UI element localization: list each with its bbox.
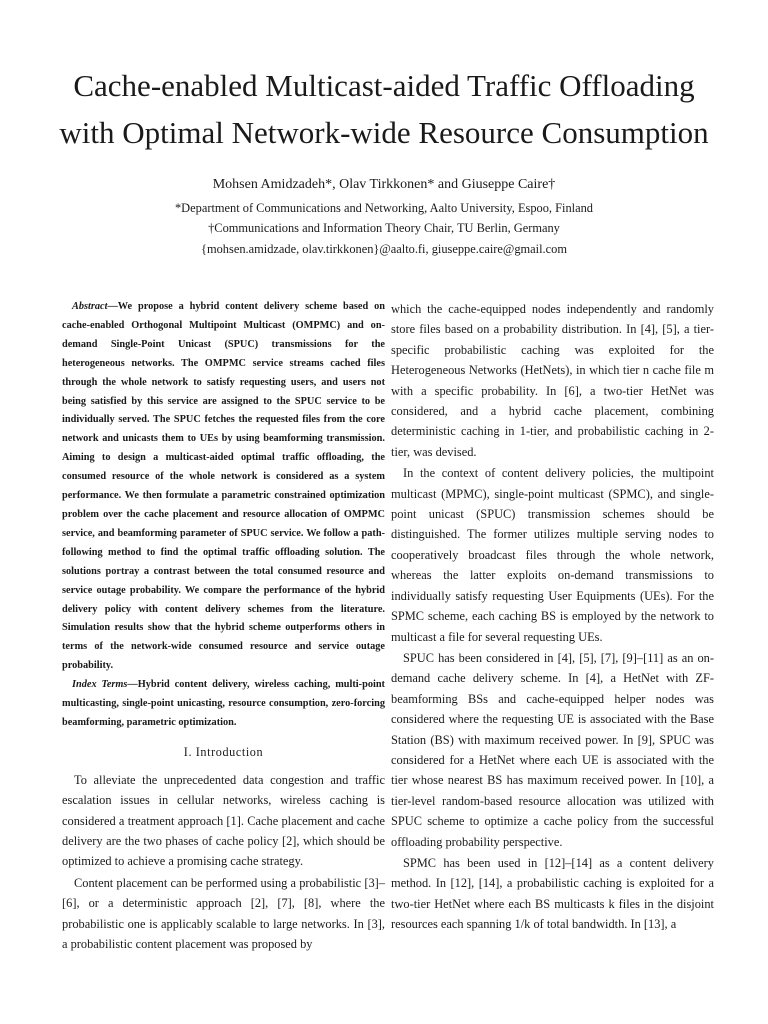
abstract-label: Abstract [72, 301, 108, 312]
paper-title [40, 62, 728, 156]
author-emails: {mohsen.amidzade, olav.tirkkonen}@aalto.fi, giuseppe.caire@gmail.com [201, 242, 567, 256]
author-list: Mohsen Amidzadeh*, Olav Tirkkonen* and Giuseppe Caire† [212, 177, 556, 192]
index-terms-text: —Hybrid content delivery, wireless caching, multi-point multicasting, single-point unicasting, resource consumption, zero-forcing beamforming, parametric optimization. [62, 679, 385, 728]
affiliation-aalto: *Department of Communications and Networking, Aalto University, Espoo, Finland [174, 201, 593, 215]
index-terms [62, 676, 385, 733]
right-paragraph-1: which the cache-equipped nodes independently and randomly store files based on a probability distribution. In [4], [5], a tier-specific probabilistic caching was exploited for the Heterogeneous Networks (HetNets), in which tier n cache file m with a specific probability. In [6], a two-tier HetNet was considered, and a hybrid cache placement, combining deterministic caching in 1-tier, and probabilistic caching in 2-tier, was devised. [391, 302, 714, 459]
right-paragraph-2: In the context of content delivery policies, the multipoint multicast (MPMC), single-point multicast (SPMC), and single-point unicast (SPUC) transmission schemes should be distinguished. The former utilizes multiple serving nodes to cooperatively broadcast files through the whole network, whereas the latter exploits on-demand transmissions to individually satisfy requesting User Equipments (UEs). For the SPMC scheme, each caching BS is employed by the network to multicast a file for several requesting UEs. [391, 466, 714, 644]
abstract-text: —We propose a hybrid content delivery scheme based on cache-enabled Orthogonal Multipoint Multicast (OMPMC) and on-demand Single-Point Unicast (SPUC) transmissions for the heterogeneous networks. The OMPMC service streams cached files through the whole network to satisfy requesting users, and users not being satisfied by this service are assigned to the SPUC service to be individually served. The SPUC fetches the requested files from the core network and unicasts them to UEs by using beamforming transmission. Aiming to design a multicast-aided optimal traffic offloading, the consumed resource of the whole network is considered as a system performance. We then formulate a parametric constrained optimization problem over the cache placement and resource allocation of OMPMC service, and beamforming parameter of SPUC service. We follow a path-following method to find the optimal traffic offloading solution. The solutions portray a contrast between the total consumed resource and service outage probability. We compare the performance of the hybrid delivery policy with content delivery schemes from the literature. Simulation results show that the hybrid scheme outperforms others in terms of the network-wide consumed resource and service outage probability. [62, 301, 385, 672]
section-heading-introduction: I. Introduction [183, 744, 264, 759]
intro-paragraph-1: To alleviate the unprecedented data congestion and traffic escalation issues in cellular networks, wireless caching is considered a treatment approach [1]. Cache placement and cache delivery are the two phases of cache policy [2], which should be optimized to achieve a promising cache strategy. [62, 772, 385, 869]
abstract [62, 298, 385, 676]
title-line-2: with Optimal Network-wide Resource Consumption [59, 115, 709, 150]
title-line-1: Cache-enabled Multicast-aided Traffic Offloading [73, 68, 695, 103]
left-column [62, 298, 385, 956]
intro-paragraph-2: Content placement can be performed using a probabilistic [3]–[6], or a deterministic approach [2], [7], [8], where the probabilistic one is applicably scalable to large networks. In [3], a probabilistic content placement was proposed by [62, 875, 385, 952]
right-paragraph-3: SPUC has been considered in [4], [5], [7], [9]–[11] as an on-demand cache delivery scheme. In [4], a HetNet with ZF-beamforming BSs and cache-equipped helper nodes was considered where the requesting UE is associated with the Base Station (BS) with maximum received power. In [9], SPUC was considered for a HetNet where each UE is associated with the tier whose nearest BS has maximum received power. In [10], a tier-level random-based resource allocation was utilized with SPUC scheme to optimize a cache policy from the successful offloading probability perspective. [391, 650, 714, 849]
index-terms-label: Index Terms [72, 679, 128, 691]
affiliation-tu-berlin: †Communications and Information Theory Chair, TU Berlin, Germany [208, 221, 560, 235]
right-column [391, 299, 714, 936]
right-paragraph-4: SPMC has been used in [12]–[14] as a content delivery method. In [12], [14], a probabilistic caching is exploited for a two-tier HetNet where each BS multicasts k files in the disjoint resources each spanning 1/k of total bandwidth. In [13], a [391, 855, 714, 932]
